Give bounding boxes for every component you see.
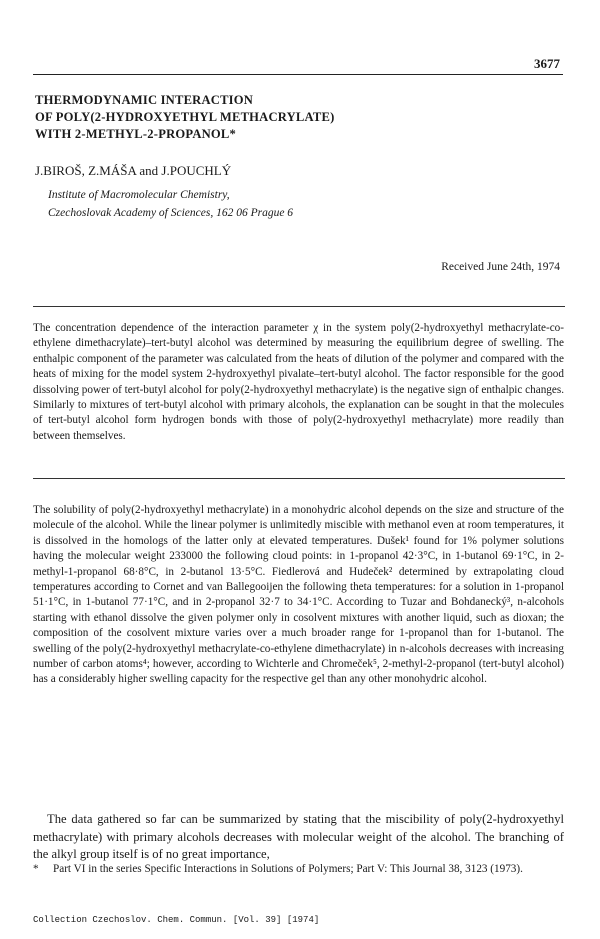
title-line: WITH 2-METHYL-2-PROPANOL* — [35, 127, 237, 141]
title-line: OF POLY(2-HYDROXYETHYL METHACRYLATE) — [35, 110, 335, 124]
abstract-bottom-rule — [33, 478, 565, 479]
header-rule — [33, 74, 563, 75]
abstract-top-rule — [33, 306, 565, 307]
body-paragraph: The solubility of poly(2-hydroxyethyl methacrylate) in a monohydric alcohol depends on the size and structure of the molecule of the alcohol. While the linear polymer is unlimitedly miscible with methanol even at room temperatures, it is dissolved in the homologs of the latter only at elevated temperatures. Dušek¹ found for 1% polymer solutions having the molecular weight 233000 the following cloud points: in 1-propanol 42·3°C, in 1-butanol 69·1°C, in 2-methyl-1-propanol 68·8°C, in 2-butanol 13·5°C. Fiedlerová and Hudeček² determined by extrapolating cloud temperatures according to Cornet and van Ballegooijen the following theta temperatures: for a solution in 1-propanol 51·1°C, in 1-butanol 77·1°C, and in 2-propanol 32·7 to 34·1°C. According to Tuzar and Bohdanecký³, n-alcohols starting with ethanol dissolve the given polymer only in cosolvent mixtures with another liquid, such as dioxan; the composition of the cosolvent mixture varies over a much broader range for 1-propanol than for 1-butanol. The swelling of the poly(2-hydroxyethyl methacrylate-co-ethylene dimethacrylate) in n-alcohols decreases with increasing number of carbon atoms⁴; however, according to Wichterle and Chromeček⁵, 2-methyl-2-propanol (tert-butyl alcohol) has a considerably higher swelling capacity for the respective gel than any other monohydric alcohol. — [33, 504, 564, 686]
received-date: Received June 24th, 1974 — [441, 261, 560, 273]
body-paragraph: The data gathered so far can be summarized by stating that the miscibility of poly(2-hydroxyethyl methacrylate) with primary alcohols decreases with molecular weight of the alcohol. The branching of the alkyl group itself is of no great importance, — [33, 812, 564, 861]
abstract: The concentration dependence of the interaction parameter χ in the system poly(2-hydroxyethyl methacrylate-co-ethylene dimethacrylate)–tert-butyl alcohol was determined by measuring the equilibrium degree of swelling. The enthalpic component of the parameter was calculated from the heats of dilution of the polymer and compared with the heats of mixing for the model system 2-hydroxyethyl pivalate–tert-butyl alcohol. The factor responsible for the good dissolving power of tert-butyl alcohol for poly(2-hydroxyethyl methacrylate) is the negative sign of enthalpic changes. Similarly to mixtures of tert-butyl alcohol with primary alcohols, the explanation can be sought in that the molecules of tert-butyl alcohol form hydrogen bonds with those of poly(2-hydroxyethyl methacrylate) more readily than between themselves. — [33, 322, 564, 442]
page-number: 3677 — [534, 56, 560, 71]
affiliation-line: Institute of Macromolecular Chemistry, — [48, 189, 230, 201]
authors: J.BIROŠ, Z.MÁŠA and J.POUCHLÝ — [35, 163, 232, 178]
article-title — [35, 92, 515, 143]
footnote — [33, 862, 564, 877]
footnote-text: Part VI in the series Specific Interactions in Solutions of Polymers; Part V: This Journal 38, 3123 (1973). — [53, 863, 523, 875]
affiliation-line: Czechoslovak Academy of Sciences, 162 06 Prague 6 — [48, 207, 294, 219]
footnote-mark: * — [33, 863, 39, 875]
affiliation — [48, 186, 293, 222]
title-line: THERMODYNAMIC INTERACTION — [35, 93, 254, 107]
journal-footer: Collection Czechoslov. Chem. Commun. [Vol. 39] [1974] — [33, 915, 320, 925]
